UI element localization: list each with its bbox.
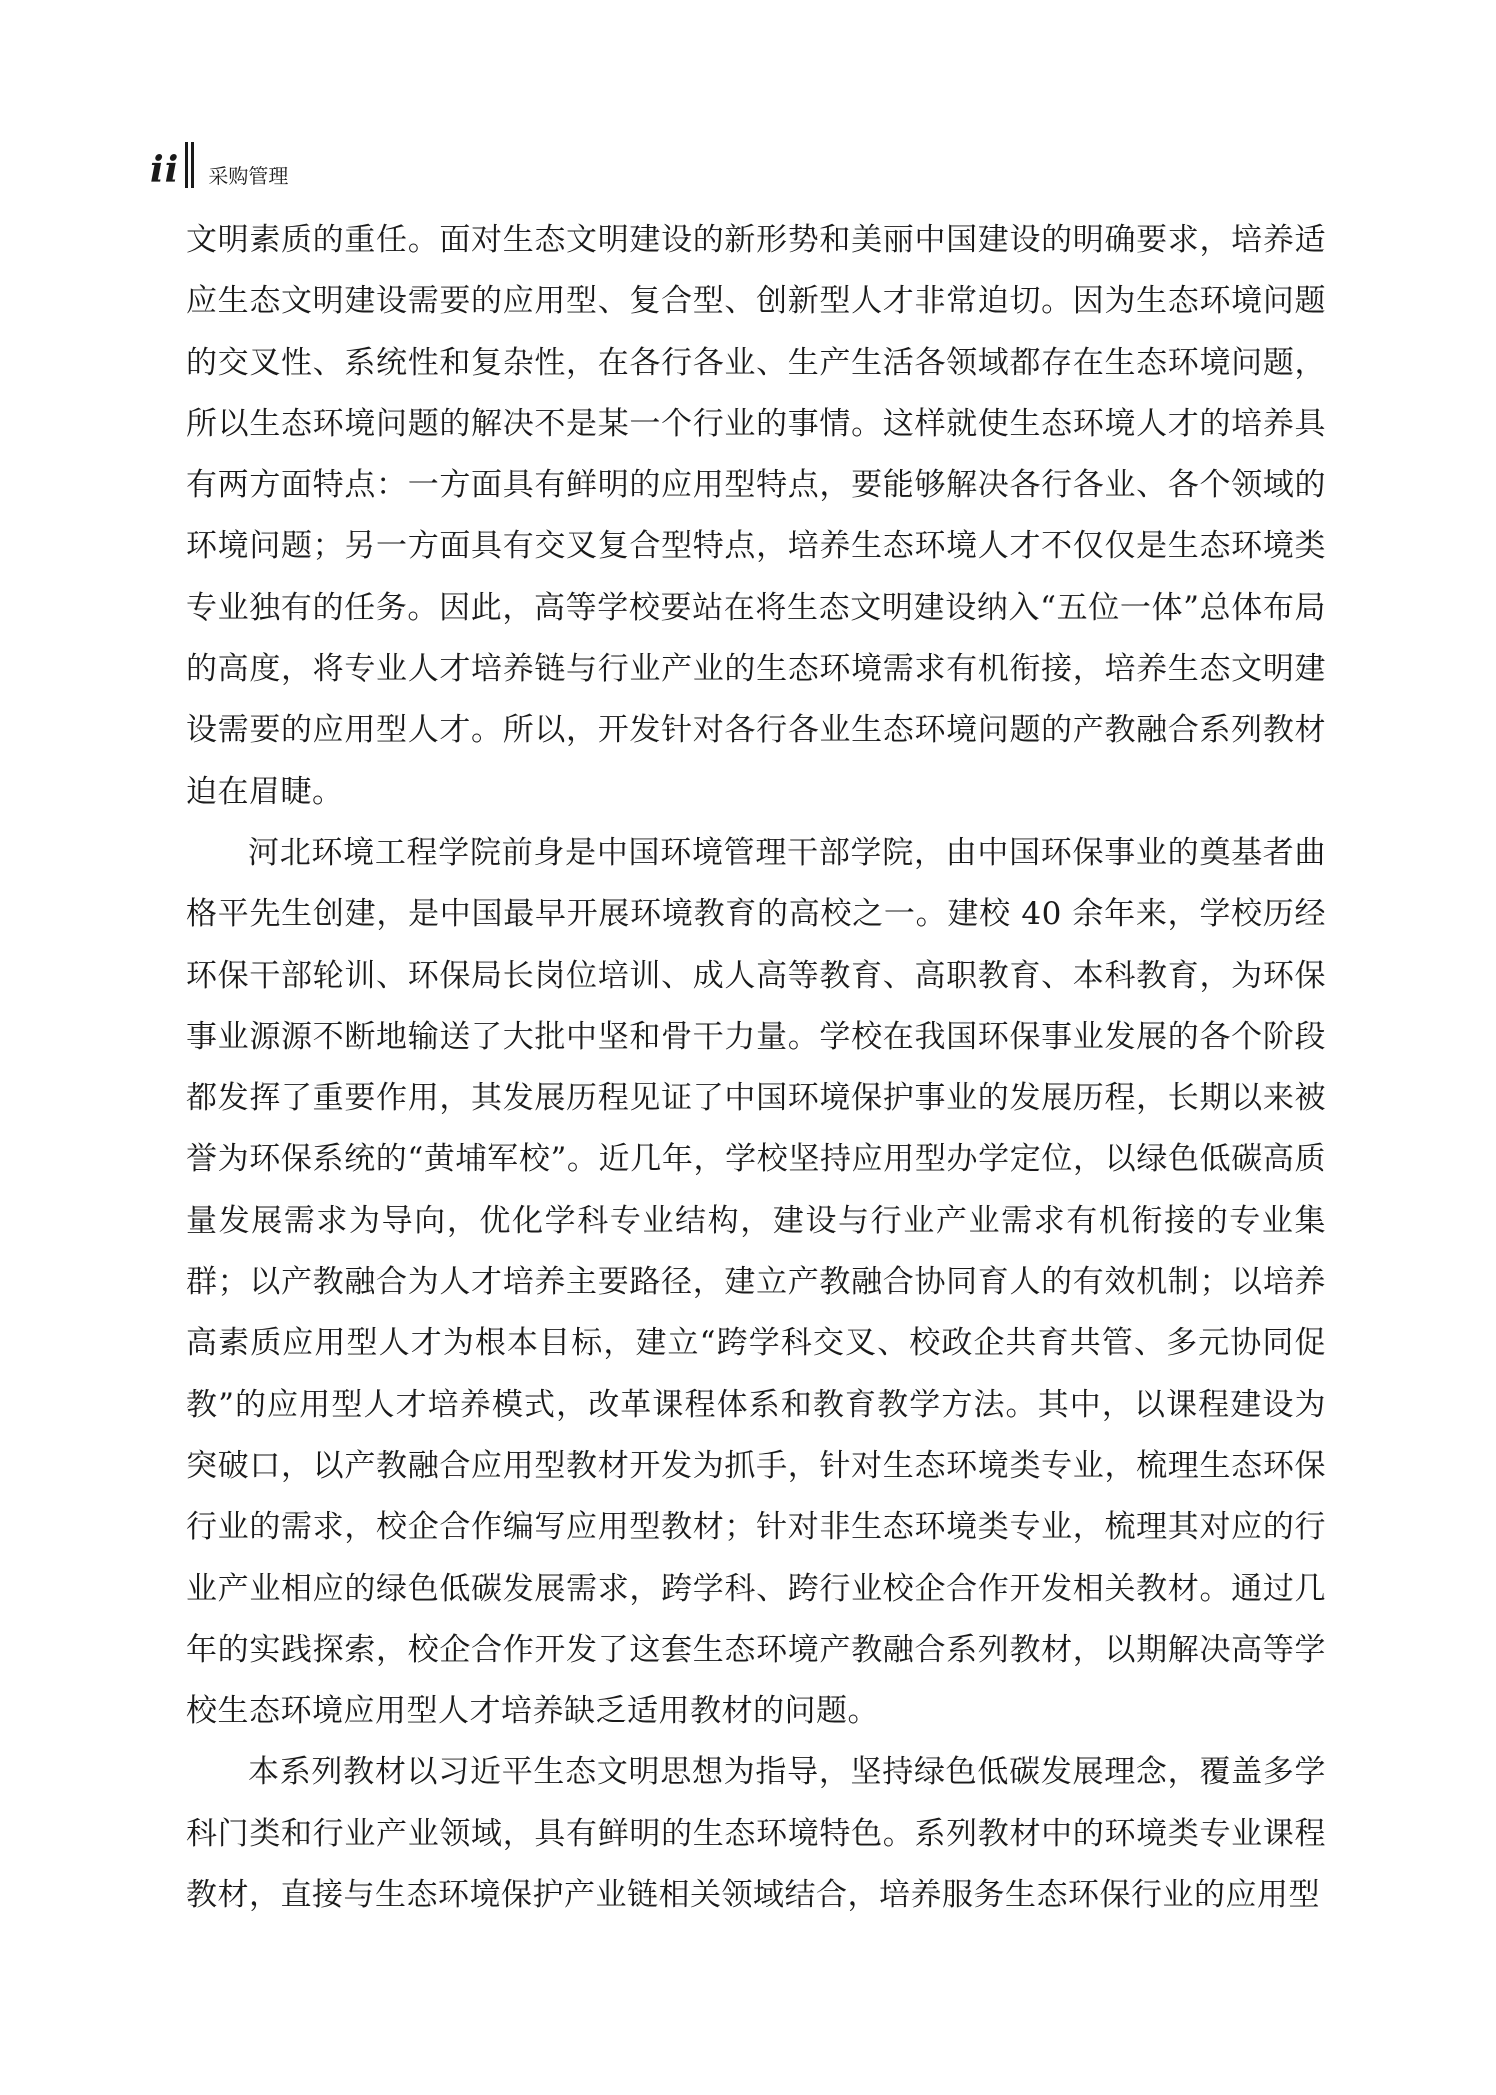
paragraph-series: 本系列教材以习近平生态文明思想为指导，坚持绿色低碳发展理念，覆盖多学科门类和行业产业领域，具有鲜明的生态环境特色。系列教材中的环境类专业课程教材，直接与生态环境保护产业链相关领域结合，培养服务生态环保行业的应用型 [186, 1754, 1326, 1914]
paragraph-institution: 河北环境工程学院前身是中国环境管理干部学院，由中国环保事业的奠基者曲格平先生创建，是中国最早开展环境教育的高校之一。建校 40 余年来，学校历经环保干部轮训、环保局长岗位培训、成人高等教育、高职教育、本科教育，为环保事业源源不断地输送了大批中坚和骨干力量。学校在我国环保事业发展的各个阶段都发挥了重要作用，其发展历程见证了中国环境保护事业的发展历程，长期以来被誉为环保系统的“黄埔军校”。近几年，学校坚持应用型办学定位，以绿色低碳高质量发展需求为导向，优化学科专业结构，建设与行业产业需求有机衔接的专业集群；以产教融合为人才培养主要路径，建立产教融合协同育人的有效机制；以培养高素质应用型人才为根本目标，建立“跨学科交叉、校政企共育共管、多元协同促教”的应用型人才培养模式，改革课程体系和教育教学方法。其中，以课程建设为突破口，以产教融合应用型教材开发为抓手，针对生态环境类专业，梳理生态环保行业的需求，校企合作编写应用型教材；针对非生态环境类专业，梳理其对应的行业产业相应的绿色低碳发展需求，跨学科、跨行业校企合作开发相关教材。通过几年的实践探索，校企合作开发了这套生态环境产教融合系列教材，以期解决高等学校生态环境应用型人才培养缺乏适用教材的问题。 [186, 834, 1326, 1730]
paragraph-continued: 文明素质的重任。面对生态文明建设的新形势和美丽中国建设的明确要求，培养适应生态文明建设需要的应用型、复合型、创新型人才非常迫切。因为生态环境问题的交叉性、系统性和复杂性，在各行各业、生产生活各领域都存在生态环境问题，所以生态环境问题的解决不是某一个行业的事情。这样就使生态环境人才的培养具有两方面特点：一方面具有鲜明的应用型特点，要能够解决各行各业、各个领域的环境问题；另一方面具有交叉复合型特点，培养生态环境人才不仅仅是生态环境类专业独有的任务。因此，高等学校要站在将生态文明建设纳入“五位一体”总体布局的高度，将专业人才培养链与行业产业的生态环境需求有机衔接，培养生态文明建设需要的应用型人才。所以，开发针对各行各业生态环境问题的产教融合系列教材迫在眉睫。 [186, 222, 1326, 810]
page-number: ii [150, 149, 180, 191]
body-text [186, 210, 1326, 1926]
header-double-rule [185, 142, 188, 188]
running-header [150, 140, 289, 191]
running-header-title: 采购管理 [208, 164, 289, 188]
